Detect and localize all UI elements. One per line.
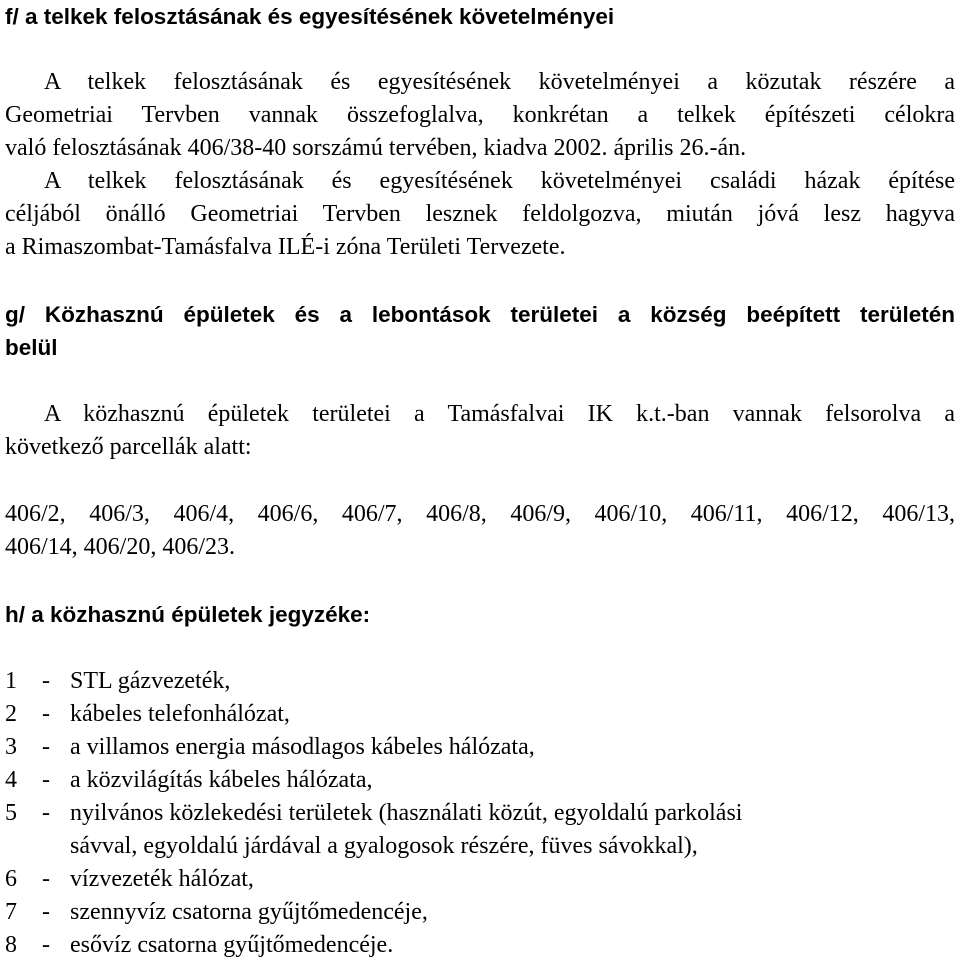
list-item-dash: - xyxy=(42,800,50,826)
list-item-number: 1 xyxy=(5,668,17,694)
section-h-heading: h/ a közhasznú épületek jegyzéke: xyxy=(5,602,371,627)
section-g-para-line: A közhasznú épületek területei a Tamásfalvai IK k.t.-ban vannak felsorolva a xyxy=(44,401,955,427)
list-item-number: 8 xyxy=(5,932,17,958)
section-f-heading: f/ a telkek felosztásának és egyesítésének követelményei xyxy=(5,4,615,29)
section-f-para2-line: A telkek felosztásának és egyesítésének követelményei családi házak építése xyxy=(44,168,955,194)
list-item-text: a villamos energia másodlagos kábeles hálózata, xyxy=(70,734,535,760)
list-item-number: 6 xyxy=(5,866,17,892)
list-item-text: vízvezeték hálózat, xyxy=(70,866,254,892)
section-f-para1-line: való felosztásának 406/38-40 sorszámú tervében, kiadva 2002. április 26.-án. xyxy=(5,135,747,161)
list-item xyxy=(5,764,955,797)
list-item-dash: - xyxy=(42,668,50,694)
list-item-dash: - xyxy=(42,701,50,727)
list-item xyxy=(5,863,955,896)
list-item-text: STL gázvezeték, xyxy=(70,668,231,694)
list-item-dash: - xyxy=(42,767,50,793)
list-item xyxy=(5,731,955,764)
list-item xyxy=(5,797,955,830)
list-item-number: 7 xyxy=(5,899,17,925)
list-item-number: 2 xyxy=(5,701,17,727)
list-item-dash: - xyxy=(42,932,50,958)
list-item-text: a közvilágítás kábeles hálózata, xyxy=(70,767,373,793)
list-item-number: 5 xyxy=(5,800,17,826)
list-item-text: sávval, egyoldalú járdával a gyalogosok részére, füves sávokkal), xyxy=(70,833,698,859)
section-g-heading-cont: belül xyxy=(5,335,58,360)
parcel-list-line: 406/14, 406/20, 406/23. xyxy=(5,534,236,560)
parcel-list-line: 406/2, 406/3, 406/4, 406/6, 406/7, 406/8, 406/9, 406/10, 406/11, 406/12, 406/13, xyxy=(5,501,955,527)
list-item-dash: - xyxy=(42,734,50,760)
list-item xyxy=(5,698,955,731)
list-item-text: nyilvános közlekedési területek (használati közút, egyoldalú parkolási xyxy=(70,800,743,826)
list-item-dash: - xyxy=(42,866,50,892)
list-item xyxy=(5,665,955,698)
list-item-text: esővíz csatorna gyűjtőmedencéje. xyxy=(70,932,394,958)
list-item xyxy=(5,896,955,929)
list-item-text: kábeles telefonhálózat, xyxy=(70,701,290,727)
section-f-para1-line: A telkek felosztásának és egyesítésének követelményei a közutak részére a xyxy=(44,69,955,95)
list-item-number: 3 xyxy=(5,734,17,760)
list-item-continuation xyxy=(5,830,955,863)
list-item xyxy=(5,929,955,962)
list-item-dash: - xyxy=(42,899,50,925)
list-item-text: szennyvíz csatorna gyűjtőmedencéje, xyxy=(70,899,428,925)
section-g-heading: g/ Közhasznú épületek és a lebontások területei a község beépített területén xyxy=(5,302,955,327)
list-item-number: 4 xyxy=(5,767,17,793)
section-f-para1-line: Geometriai Tervben vannak összefoglalva, konkrétan a telkek építészeti célokra xyxy=(5,102,955,128)
section-f-para2-line: céljából önálló Geometriai Tervben lesznek feldolgozva, miután jóvá lesz hagyva xyxy=(5,201,955,227)
section-g-para-line: következő parcellák alatt: xyxy=(5,434,252,460)
section-f-para2-line: a Rimaszombat-Tamásfalva ILÉ-i zóna Területi Tervezete. xyxy=(5,234,566,260)
